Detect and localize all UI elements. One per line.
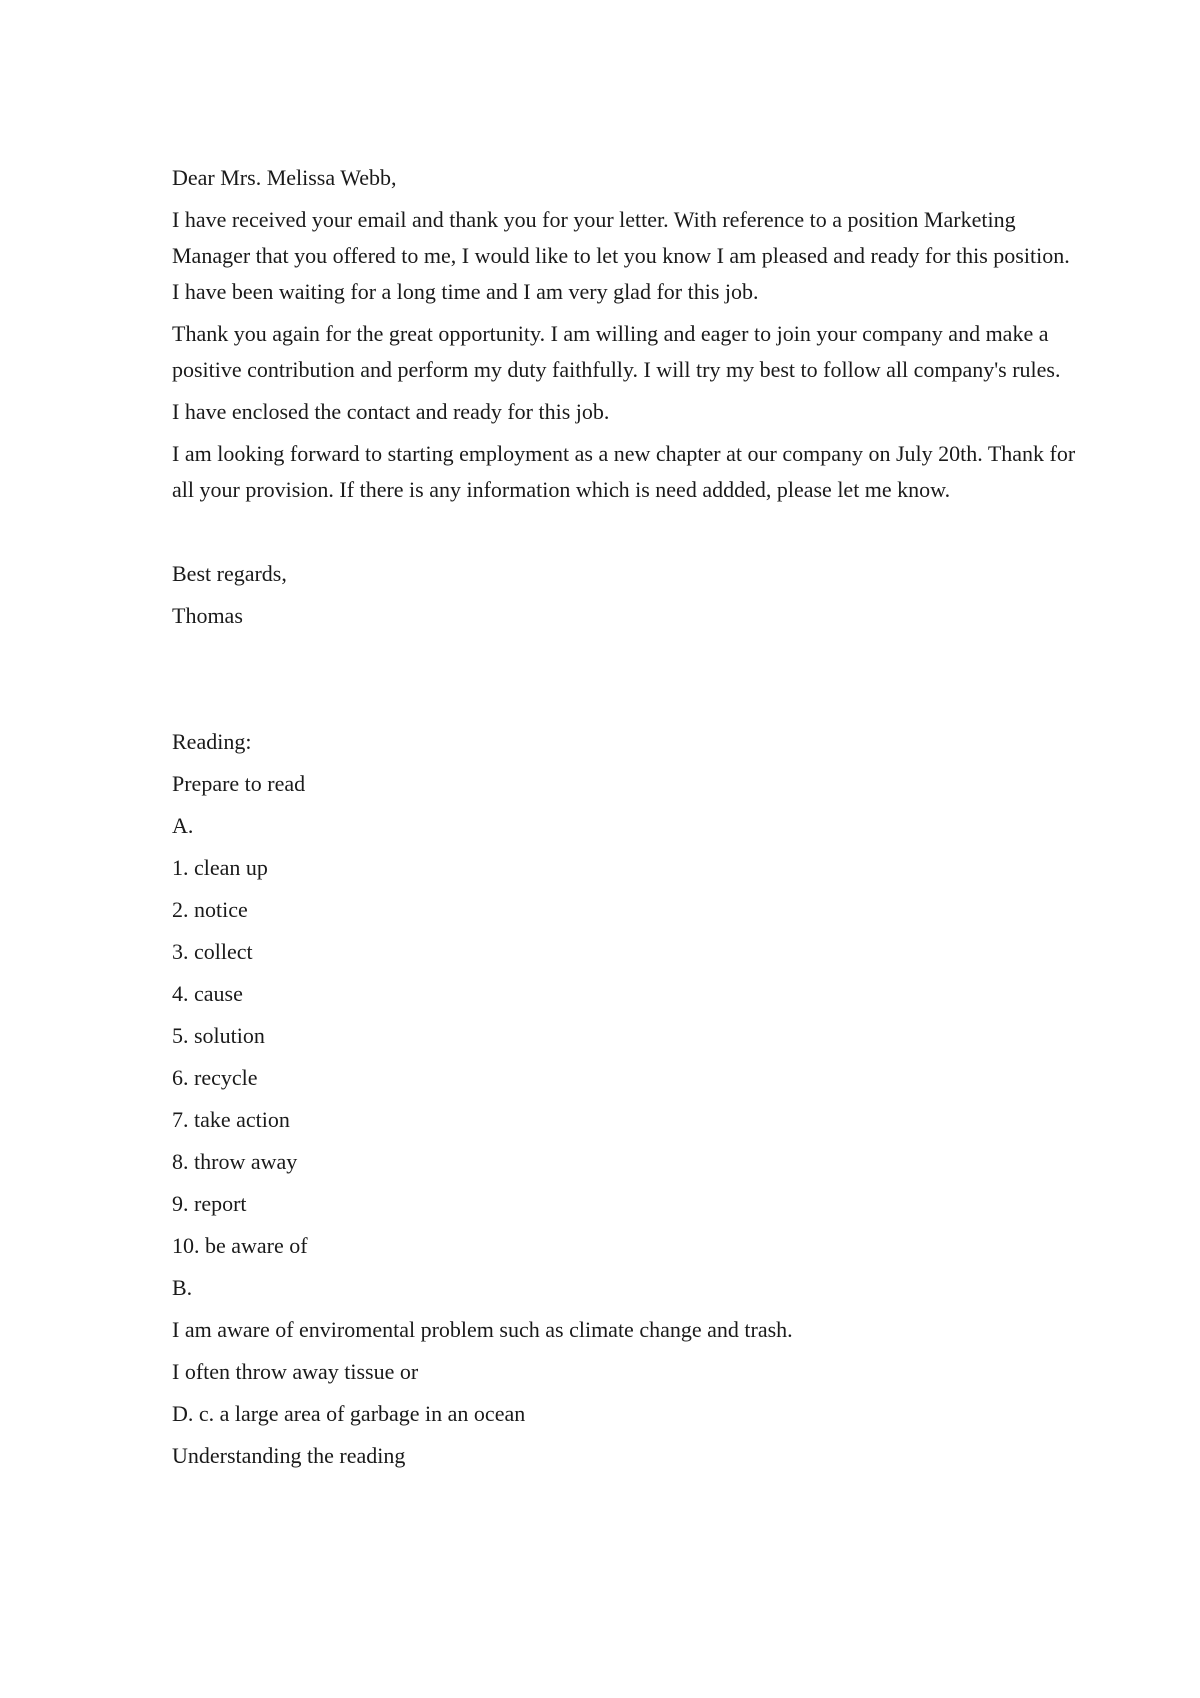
letter-paragraph-4: I am looking forward to starting employment as a new chapter at our company on July 20th. Thank for all your provision. If there is any information which is need addded, please let me know.	[172, 441, 1076, 502]
list-item: 3. collect	[172, 939, 253, 964]
list-item: 2. notice	[172, 897, 248, 922]
list-item: 7. take action	[172, 1107, 290, 1132]
understanding-heading: Understanding the reading	[172, 1443, 406, 1468]
list-item: 5. solution	[172, 1023, 265, 1048]
section-b-line-2: I often throw away tissue or	[172, 1359, 419, 1384]
letter-paragraph-1: I have received your email and thank you for your letter. With reference to a position Marketing Manager that you offered to me, I would like to let you know I am pleased and ready for this position. I have been waiting for a long time and I am very glad for this job.	[172, 207, 1070, 304]
reading-subheading: Prepare to read	[172, 771, 306, 796]
list-item: 8. throw away	[172, 1149, 298, 1174]
letter-paragraph-3: I have enclosed the contact and ready for this job.	[172, 399, 610, 424]
letter-paragraph-2: Thank you again for the great opportunity. I am willing and eager to join your company and make a positive contribution and perform my duty faithfully. I will try my best to follow all company's rules.	[172, 321, 1061, 382]
section-a-list	[172, 850, 1082, 1264]
spacer	[172, 514, 1082, 556]
list-item: 1. clean up	[172, 855, 268, 880]
section-b-line-1: I am aware of enviromental problem such as climate change and trash.	[172, 1317, 793, 1342]
list-item: 9. report	[172, 1191, 247, 1216]
document-content	[172, 160, 1082, 1480]
letter-signature: Thomas	[172, 603, 243, 628]
letter-closing: Best regards,	[172, 561, 287, 586]
letter-salutation: Dear Mrs. Melissa Webb,	[172, 165, 397, 190]
spacer	[172, 640, 1082, 724]
reading-heading: Reading:	[172, 729, 252, 754]
section-d-line: D. c. a large area of garbage in an ocean	[172, 1401, 526, 1426]
list-item: 4. cause	[172, 981, 243, 1006]
list-item: 10. be aware of	[172, 1233, 308, 1258]
section-b-label: B.	[172, 1275, 193, 1300]
list-item: 6. recycle	[172, 1065, 258, 1090]
section-a-label: A.	[172, 813, 194, 838]
